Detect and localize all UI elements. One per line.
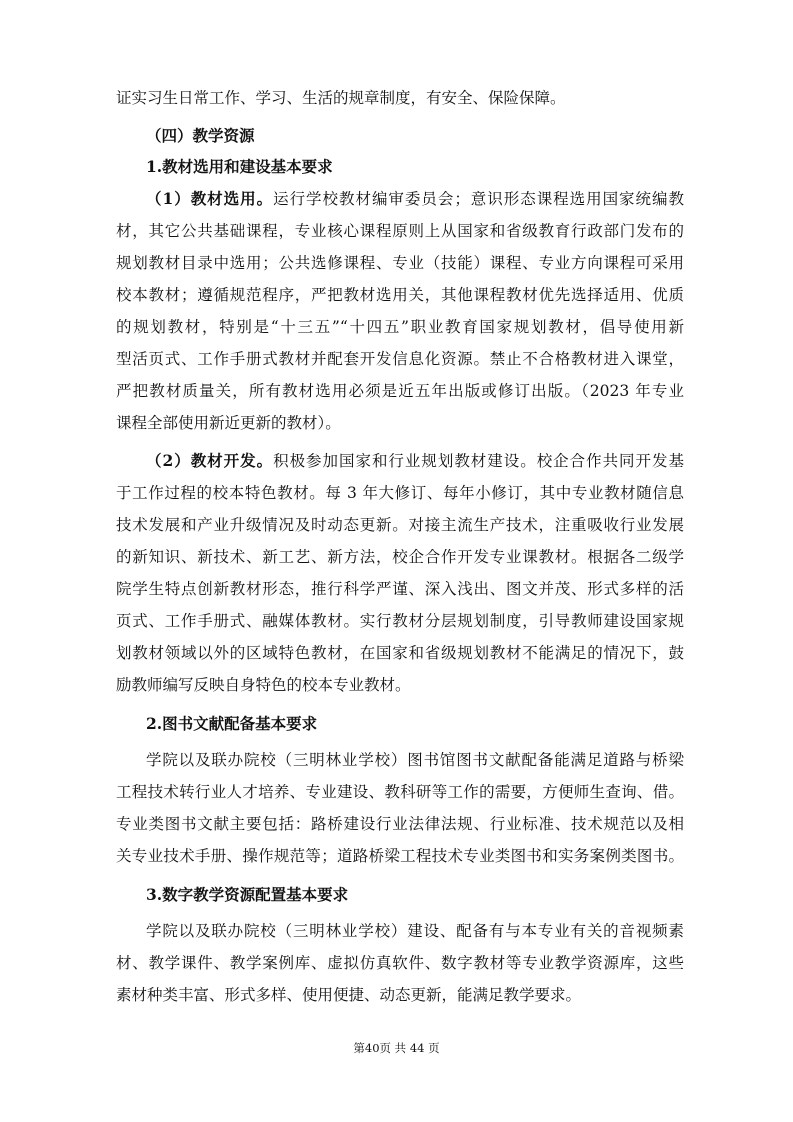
paragraph-line: 关专业技术手册、操作规范等；道路桥梁工程技术专业类图书和实务案例类图书。 xyxy=(116,847,684,865)
paragraph-line: 技术发展和产业升级情况及时动态更新。对接主流生产技术，注重吸收行业发展 xyxy=(116,516,684,534)
section-heading: （四）教学资源 xyxy=(146,126,255,145)
paragraph-line: 学院以及联办院校（三明林业学校）图书馆图书文献配备能满足道路与桥梁 xyxy=(146,751,684,769)
paragraph-line xyxy=(146,189,684,209)
paragraph-line: 严把教材质量关，所有教材选用必须是近五年出版或修订出版。（2023 年专业 xyxy=(116,382,684,400)
page-number-footer: 第40页 共 44 页 xyxy=(353,1041,440,1055)
paragraph-line: 于工作过程的校本特色教材。每 3 年大修订、每年小修订，其中专业教材随信息 xyxy=(116,484,684,502)
paragraph-line xyxy=(146,451,684,471)
paragraph-line: 规划教材目录中选用；公共选修课程、专业（技能）课程、专业方向课程可采用 xyxy=(116,254,684,272)
paragraph-lead: （2）教材开发。 xyxy=(146,451,274,470)
paragraph-line: 的新知识、新技术、新工艺、新方法，校企合作开发专业课教材。根据各二级学 xyxy=(116,548,684,566)
paragraph-line: 材、教学课件、教学案例库、虚拟仿真软件、数字教材等专业教学资源库，这些 xyxy=(116,954,684,972)
paragraph-line: 院学生特点创新教材形态，推行科学严谨、深入浅出、图文并茂、形式多样的活 xyxy=(116,580,684,598)
paragraph-line: 专业类图书文献主要包括：路桥建设行业法律法规、行业标准、技术规范以及相 xyxy=(116,815,684,833)
paragraph-line: 材，其它公共基础课程，专业核心课程原则上从国家和省级教育行政部门发布的 xyxy=(116,222,684,240)
paragraph-line: 工程技术转行业人才培养、专业建设、教科研等工作的需要，方便师生查询、借。 xyxy=(116,783,684,801)
subsection-heading: 3.数字教学资源配置基本要求 xyxy=(146,885,349,904)
paragraph-line: 素材种类丰富、形式多样、使用便捷、动态更新，能满足教学要求。 xyxy=(116,986,582,1004)
subsection-heading: 2.图书文献配备基本要求 xyxy=(146,714,318,733)
subsection-heading: 1.教材选用和建设基本要求 xyxy=(146,157,333,176)
paragraph-line: 励教师编写反映自身特色的校本专业教材。 xyxy=(116,676,411,694)
paragraph-line: 型活页式、工作手册式教材并配套开发信息化资源。禁止不合格教材进入课堂， xyxy=(116,350,684,368)
paragraph-line: 课程全部使用新近更新的教材）。 xyxy=(116,414,341,432)
paragraph-line: 的规划教材，特别是“十三五”“十四五”职业教育国家规划教材，倡导使用新 xyxy=(116,318,684,336)
paragraph-text: 运行学校教材编审委员会；意识形态课程选用国家统编教 xyxy=(273,190,684,208)
paragraph-line: 划教材领域以外的区域特色教材，在国家和省级规划教材不能满足的情况下，鼓 xyxy=(116,644,684,662)
paragraph-line: 学院以及联办院校（三明林业学校）建设、配备有与本专业有关的音视频素 xyxy=(146,922,684,940)
paragraph-line: 页式、工作手册式、融媒体教材。实行教材分层规划制度，引导教师建设国家规 xyxy=(116,612,684,630)
paragraph-text: 积极参加国家和行业规划教材建设。校企合作共同开发基 xyxy=(273,452,684,470)
paragraph-lead: （1）教材选用。 xyxy=(146,189,274,208)
paragraph-line: 证实习生日常工作、学习、生活的规章制度，有安全、保险保障。 xyxy=(116,89,566,107)
paragraph-line: 校本教材；遵循规范程序，严把教材选用关，其他课程教材优先选择适用、优质 xyxy=(116,286,684,304)
